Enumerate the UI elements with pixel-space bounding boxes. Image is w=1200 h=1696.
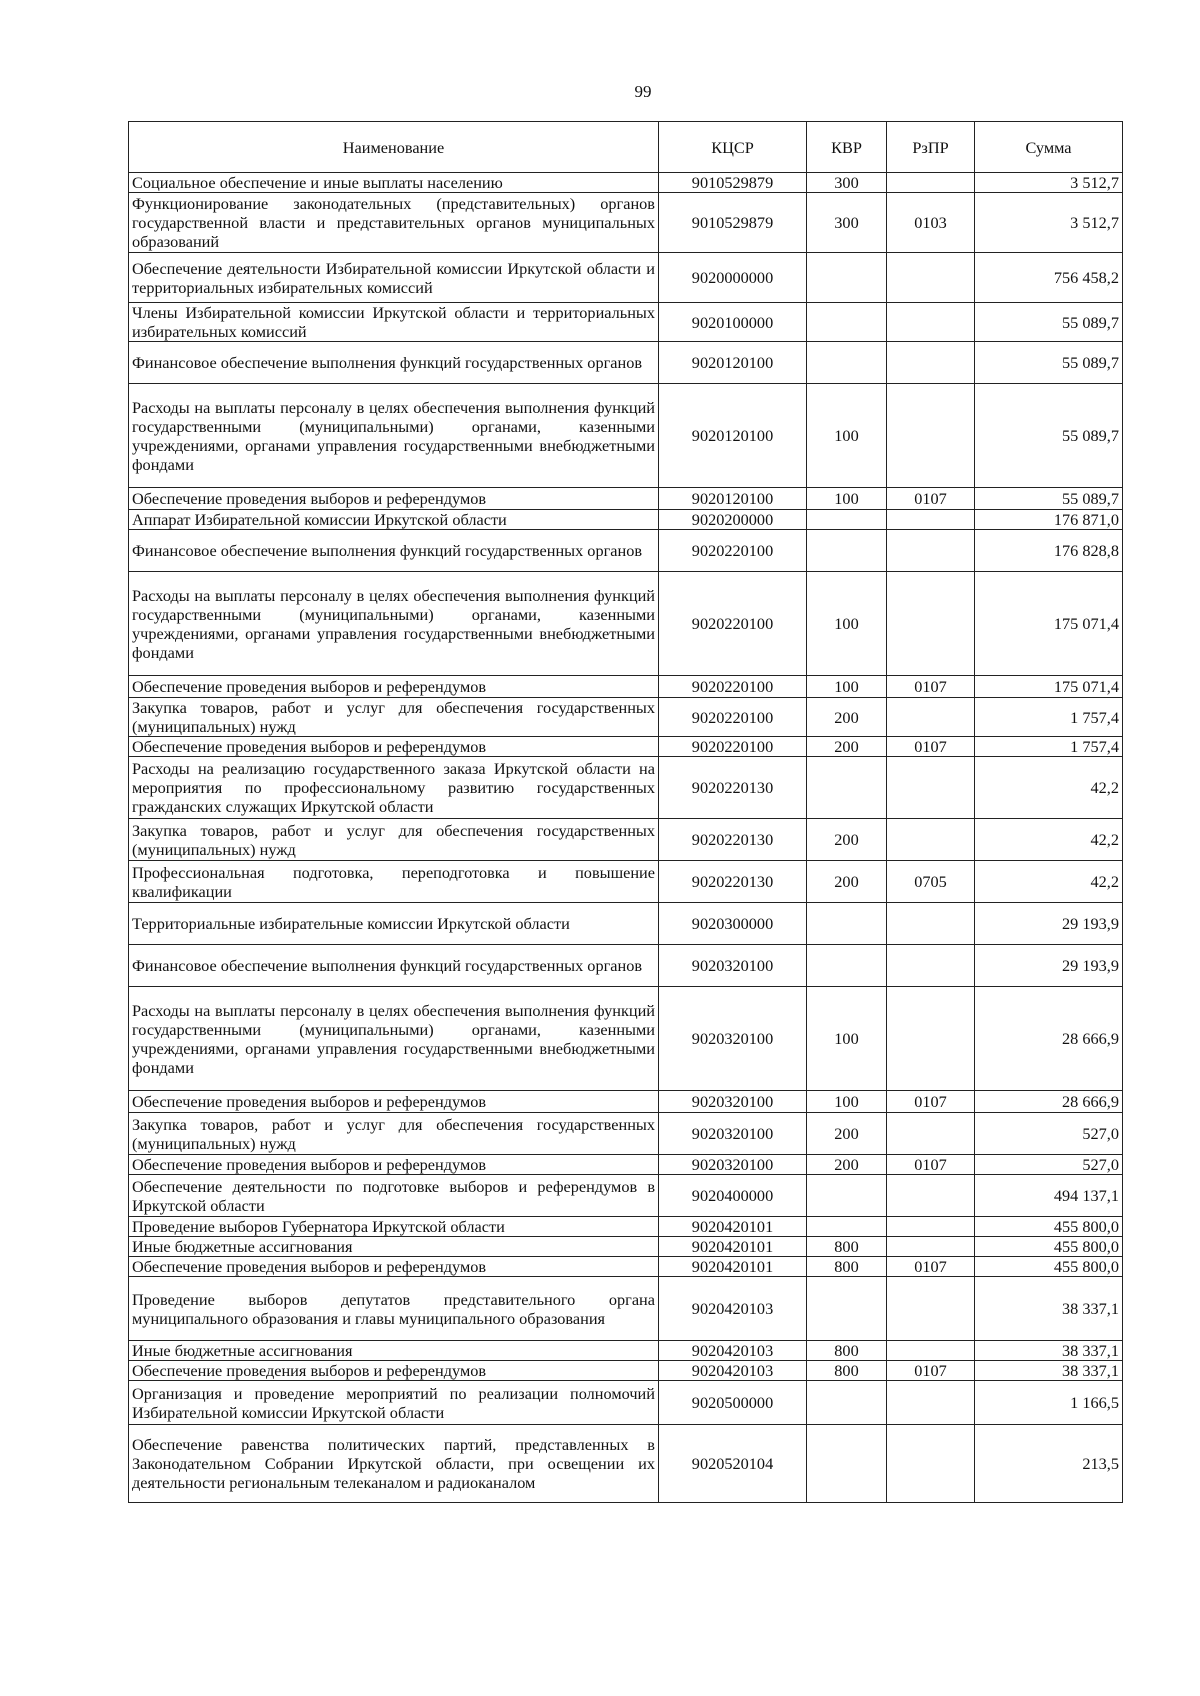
cell-rzpr: 0107 bbox=[887, 1091, 975, 1113]
cell-rzpr bbox=[887, 945, 975, 987]
cell-sum: 455 800,0 bbox=[975, 1237, 1123, 1257]
cell-name: Профессиональная подготовка, переподготовка и повышение квалификации bbox=[129, 861, 659, 903]
table-row bbox=[129, 342, 1123, 384]
table-body bbox=[129, 173, 1123, 1503]
cell-sum: 42,2 bbox=[975, 861, 1123, 903]
cell-sum: 756 458,2 bbox=[975, 253, 1123, 303]
cell-name: Закупка товаров, работ и услуг для обеспечения государственных (муниципальных) нужд bbox=[129, 819, 659, 861]
cell-kcsr: 9020220130 bbox=[659, 861, 807, 903]
cell-kvr bbox=[807, 342, 887, 384]
cell-kvr bbox=[807, 510, 887, 530]
cell-sum: 494 137,1 bbox=[975, 1175, 1123, 1217]
cell-kvr: 300 bbox=[807, 173, 887, 193]
cell-kcsr: 9020420103 bbox=[659, 1341, 807, 1361]
cell-name: Члены Избирательной комиссии Иркутской области и территориальных избирательных комиссий bbox=[129, 303, 659, 342]
page-number: 99 bbox=[634, 82, 652, 101]
cell-kvr: 100 bbox=[807, 488, 887, 510]
cell-rzpr bbox=[887, 903, 975, 945]
cell-kcsr: 9020220100 bbox=[659, 698, 807, 737]
cell-sum: 527,0 bbox=[975, 1155, 1123, 1175]
cell-kvr bbox=[807, 303, 887, 342]
cell-rzpr bbox=[887, 572, 975, 676]
cell-sum: 176 828,8 bbox=[975, 530, 1123, 572]
cell-kcsr: 9020520104 bbox=[659, 1425, 807, 1503]
cell-rzpr: 0705 bbox=[887, 861, 975, 903]
header-kcsr: КЦСР bbox=[659, 122, 807, 173]
cell-sum: 527,0 bbox=[975, 1113, 1123, 1155]
cell-name: Проведение выборов депутатов представительного органа муниципального образования и главы муниципального образования bbox=[129, 1277, 659, 1341]
table-row bbox=[129, 698, 1123, 737]
cell-sum: 42,2 bbox=[975, 757, 1123, 819]
cell-kcsr: 9020120100 bbox=[659, 342, 807, 384]
cell-kcsr: 9020200000 bbox=[659, 510, 807, 530]
table-row bbox=[129, 1341, 1123, 1361]
table-row bbox=[129, 1175, 1123, 1217]
cell-name: Социальное обеспечение и иные выплаты населению bbox=[129, 173, 659, 193]
table-row bbox=[129, 488, 1123, 510]
cell-sum: 455 800,0 bbox=[975, 1217, 1123, 1237]
cell-rzpr bbox=[887, 1341, 975, 1361]
cell-name: Обеспечение проведения выборов и референдумов bbox=[129, 737, 659, 757]
cell-rzpr: 0107 bbox=[887, 676, 975, 698]
cell-kvr bbox=[807, 1175, 887, 1217]
table-row bbox=[129, 1155, 1123, 1175]
cell-rzpr bbox=[887, 698, 975, 737]
table-row bbox=[129, 1277, 1123, 1341]
table-row bbox=[129, 530, 1123, 572]
table-row bbox=[129, 676, 1123, 698]
header-kvr: КВР bbox=[807, 122, 887, 173]
cell-sum: 28 666,9 bbox=[975, 1091, 1123, 1113]
cell-kcsr: 9020120100 bbox=[659, 488, 807, 510]
cell-rzpr bbox=[887, 303, 975, 342]
table-row bbox=[129, 903, 1123, 945]
table-row bbox=[129, 1425, 1123, 1503]
cell-kvr bbox=[807, 1217, 887, 1237]
cell-rzpr bbox=[887, 1425, 975, 1503]
cell-kvr: 200 bbox=[807, 737, 887, 757]
cell-sum: 28 666,9 bbox=[975, 987, 1123, 1091]
cell-kvr: 100 bbox=[807, 572, 887, 676]
cell-kvr bbox=[807, 1425, 887, 1503]
cell-name: Расходы на выплаты персоналу в целях обеспечения выполнения функций государственными (муниципальными) органами, казенными учреждениями, органами управления государственными внебюджетными фондами bbox=[129, 572, 659, 676]
cell-sum: 3 512,7 bbox=[975, 173, 1123, 193]
cell-sum: 42,2 bbox=[975, 819, 1123, 861]
cell-rzpr bbox=[887, 342, 975, 384]
cell-kcsr: 9020320100 bbox=[659, 1113, 807, 1155]
cell-rzpr bbox=[887, 819, 975, 861]
header-sum: Сумма bbox=[975, 122, 1123, 173]
table-row bbox=[129, 173, 1123, 193]
cell-kcsr: 9020220130 bbox=[659, 757, 807, 819]
cell-kcsr: 9020000000 bbox=[659, 253, 807, 303]
cell-kvr bbox=[807, 757, 887, 819]
cell-name: Обеспечение деятельности по подготовке выборов и референдумов в Иркутской области bbox=[129, 1175, 659, 1217]
cell-name: Закупка товаров, работ и услуг для обеспечения государственных (муниципальных) нужд bbox=[129, 1113, 659, 1155]
table-row bbox=[129, 737, 1123, 757]
cell-kvr: 800 bbox=[807, 1257, 887, 1277]
cell-rzpr: 0107 bbox=[887, 488, 975, 510]
table-row bbox=[129, 1217, 1123, 1237]
cell-kvr bbox=[807, 530, 887, 572]
cell-kcsr: 9020100000 bbox=[659, 303, 807, 342]
cell-name: Финансовое обеспечение выполнения функций государственных органов bbox=[129, 945, 659, 987]
cell-rzpr bbox=[887, 253, 975, 303]
table-row bbox=[129, 1237, 1123, 1257]
cell-name: Расходы на выплаты персоналу в целях обеспечения выполнения функций государственными (муниципальными) органами, казенными учреждениями, органами управления государственными внебюджетными фондами bbox=[129, 384, 659, 488]
cell-rzpr bbox=[887, 1381, 975, 1425]
cell-kvr: 800 bbox=[807, 1237, 887, 1257]
cell-sum: 29 193,9 bbox=[975, 945, 1123, 987]
cell-name: Расходы на реализацию государственного заказа Иркутской области на мероприятия по профессиональному развитию государственных гражданских служащих Иркутской области bbox=[129, 757, 659, 819]
table-row bbox=[129, 193, 1123, 253]
cell-sum: 1 757,4 bbox=[975, 737, 1123, 757]
cell-kvr bbox=[807, 945, 887, 987]
cell-sum: 55 089,7 bbox=[975, 488, 1123, 510]
cell-kcsr: 9020220100 bbox=[659, 572, 807, 676]
cell-name: Финансовое обеспечение выполнения функций государственных органов bbox=[129, 530, 659, 572]
cell-kvr: 100 bbox=[807, 1091, 887, 1113]
cell-name: Иные бюджетные ассигнования bbox=[129, 1341, 659, 1361]
cell-sum: 455 800,0 bbox=[975, 1257, 1123, 1277]
cell-name: Расходы на выплаты персоналу в целях обеспечения выполнения функций государственными (муниципальными) органами, казенными учреждениями, органами управления государственными внебюджетными фондами bbox=[129, 987, 659, 1091]
table-row bbox=[129, 1113, 1123, 1155]
cell-rzpr bbox=[887, 1217, 975, 1237]
cell-name: Проведение выборов Губернатора Иркутской области bbox=[129, 1217, 659, 1237]
table-row bbox=[129, 572, 1123, 676]
cell-rzpr bbox=[887, 384, 975, 488]
cell-sum: 3 512,7 bbox=[975, 193, 1123, 253]
table-row bbox=[129, 1381, 1123, 1425]
cell-sum: 175 071,4 bbox=[975, 676, 1123, 698]
table-row bbox=[129, 945, 1123, 987]
cell-kvr: 100 bbox=[807, 987, 887, 1091]
cell-kcsr: 9020300000 bbox=[659, 903, 807, 945]
cell-name: Функционирование законодательных (представительных) органов государственной власти и представительных органов муниципальных образований bbox=[129, 193, 659, 253]
cell-kcsr: 9020220130 bbox=[659, 819, 807, 861]
cell-kvr: 200 bbox=[807, 1113, 887, 1155]
table-row bbox=[129, 253, 1123, 303]
table-row bbox=[129, 819, 1123, 861]
cell-kcsr: 9010529879 bbox=[659, 193, 807, 253]
cell-name: Аппарат Избирательной комиссии Иркутской области bbox=[129, 510, 659, 530]
table-header-row bbox=[129, 122, 1123, 173]
cell-kcsr: 9020120100 bbox=[659, 384, 807, 488]
cell-name: Финансовое обеспечение выполнения функций государственных органов bbox=[129, 342, 659, 384]
cell-sum: 1 166,5 bbox=[975, 1381, 1123, 1425]
cell-rzpr bbox=[887, 1113, 975, 1155]
cell-name: Обеспечение проведения выборов и референдумов bbox=[129, 676, 659, 698]
cell-name: Обеспечение проведения выборов и референдумов bbox=[129, 1155, 659, 1175]
table-row bbox=[129, 510, 1123, 530]
cell-kvr: 200 bbox=[807, 1155, 887, 1175]
cell-kcsr: 9020220100 bbox=[659, 676, 807, 698]
cell-sum: 55 089,7 bbox=[975, 384, 1123, 488]
table-row bbox=[129, 384, 1123, 488]
cell-kcsr: 9020400000 bbox=[659, 1175, 807, 1217]
cell-sum: 176 871,0 bbox=[975, 510, 1123, 530]
table-row bbox=[129, 1257, 1123, 1277]
cell-kcsr: 9020320100 bbox=[659, 945, 807, 987]
cell-kvr: 300 bbox=[807, 193, 887, 253]
cell-sum: 38 337,1 bbox=[975, 1277, 1123, 1341]
cell-kcsr: 9020420103 bbox=[659, 1361, 807, 1381]
cell-kcsr: 9010529879 bbox=[659, 173, 807, 193]
table-row bbox=[129, 987, 1123, 1091]
cell-name: Обеспечение деятельности Избирательной комиссии Иркутской области и территориальных избирательных комиссий bbox=[129, 253, 659, 303]
table-row bbox=[129, 303, 1123, 342]
cell-name: Обеспечение проведения выборов и референдумов bbox=[129, 1091, 659, 1113]
cell-sum: 55 089,7 bbox=[975, 342, 1123, 384]
cell-sum: 175 071,4 bbox=[975, 572, 1123, 676]
cell-name: Обеспечение равенства политических партий, представленных в Законодательном Собрании Иркутской области, при освещении их деятельности региональным телеканалом и радиоканалом bbox=[129, 1425, 659, 1503]
cell-sum: 213,5 bbox=[975, 1425, 1123, 1503]
cell-rzpr bbox=[887, 987, 975, 1091]
cell-rzpr: 0103 bbox=[887, 193, 975, 253]
cell-name: Обеспечение проведения выборов и референдумов bbox=[129, 1361, 659, 1381]
cell-kcsr: 9020320100 bbox=[659, 1091, 807, 1113]
cell-kcsr: 9020320100 bbox=[659, 987, 807, 1091]
cell-sum: 55 089,7 bbox=[975, 303, 1123, 342]
cell-sum: 38 337,1 bbox=[975, 1341, 1123, 1361]
cell-kcsr: 9020500000 bbox=[659, 1381, 807, 1425]
cell-kvr: 200 bbox=[807, 698, 887, 737]
cell-sum: 38 337,1 bbox=[975, 1361, 1123, 1381]
cell-kcsr: 9020420101 bbox=[659, 1217, 807, 1237]
table-row bbox=[129, 1361, 1123, 1381]
cell-name: Иные бюджетные ассигнования bbox=[129, 1237, 659, 1257]
table-row bbox=[129, 1091, 1123, 1113]
cell-rzpr bbox=[887, 173, 975, 193]
cell-rzpr bbox=[887, 757, 975, 819]
cell-kcsr: 9020420103 bbox=[659, 1277, 807, 1341]
cell-kvr bbox=[807, 1381, 887, 1425]
cell-rzpr: 0107 bbox=[887, 1155, 975, 1175]
header-name: Наименование bbox=[129, 122, 659, 173]
table-row bbox=[129, 757, 1123, 819]
cell-rzpr bbox=[887, 1175, 975, 1217]
cell-kvr: 800 bbox=[807, 1341, 887, 1361]
cell-name: Обеспечение проведения выборов и референдумов bbox=[129, 488, 659, 510]
cell-kvr: 200 bbox=[807, 819, 887, 861]
cell-sum: 29 193,9 bbox=[975, 903, 1123, 945]
cell-rzpr: 0107 bbox=[887, 1257, 975, 1277]
cell-kvr: 200 bbox=[807, 861, 887, 903]
budget-table bbox=[128, 121, 1123, 1503]
cell-kcsr: 9020220100 bbox=[659, 530, 807, 572]
cell-rzpr bbox=[887, 1237, 975, 1257]
cell-name: Территориальные избирательные комиссии Иркутской области bbox=[129, 903, 659, 945]
cell-kvr bbox=[807, 1277, 887, 1341]
cell-sum: 1 757,4 bbox=[975, 698, 1123, 737]
cell-rzpr: 0107 bbox=[887, 737, 975, 757]
cell-kcsr: 9020420101 bbox=[659, 1237, 807, 1257]
cell-kvr: 100 bbox=[807, 384, 887, 488]
cell-kvr: 800 bbox=[807, 1361, 887, 1381]
header-rzpr: РзПР bbox=[887, 122, 975, 173]
cell-kcsr: 9020320100 bbox=[659, 1155, 807, 1175]
cell-kvr bbox=[807, 903, 887, 945]
cell-name: Обеспечение проведения выборов и референдумов bbox=[129, 1257, 659, 1277]
cell-kcsr: 9020420101 bbox=[659, 1257, 807, 1277]
cell-rzpr bbox=[887, 1277, 975, 1341]
cell-name: Организация и проведение мероприятий по реализации полномочий Избирательной комиссии Иркутской области bbox=[129, 1381, 659, 1425]
cell-rzpr: 0107 bbox=[887, 1361, 975, 1381]
cell-rzpr bbox=[887, 510, 975, 530]
table-row bbox=[129, 861, 1123, 903]
cell-name: Закупка товаров, работ и услуг для обеспечения государственных (муниципальных) нужд bbox=[129, 698, 659, 737]
cell-kcsr: 9020220100 bbox=[659, 737, 807, 757]
cell-kvr bbox=[807, 253, 887, 303]
cell-rzpr bbox=[887, 530, 975, 572]
cell-kvr: 100 bbox=[807, 676, 887, 698]
